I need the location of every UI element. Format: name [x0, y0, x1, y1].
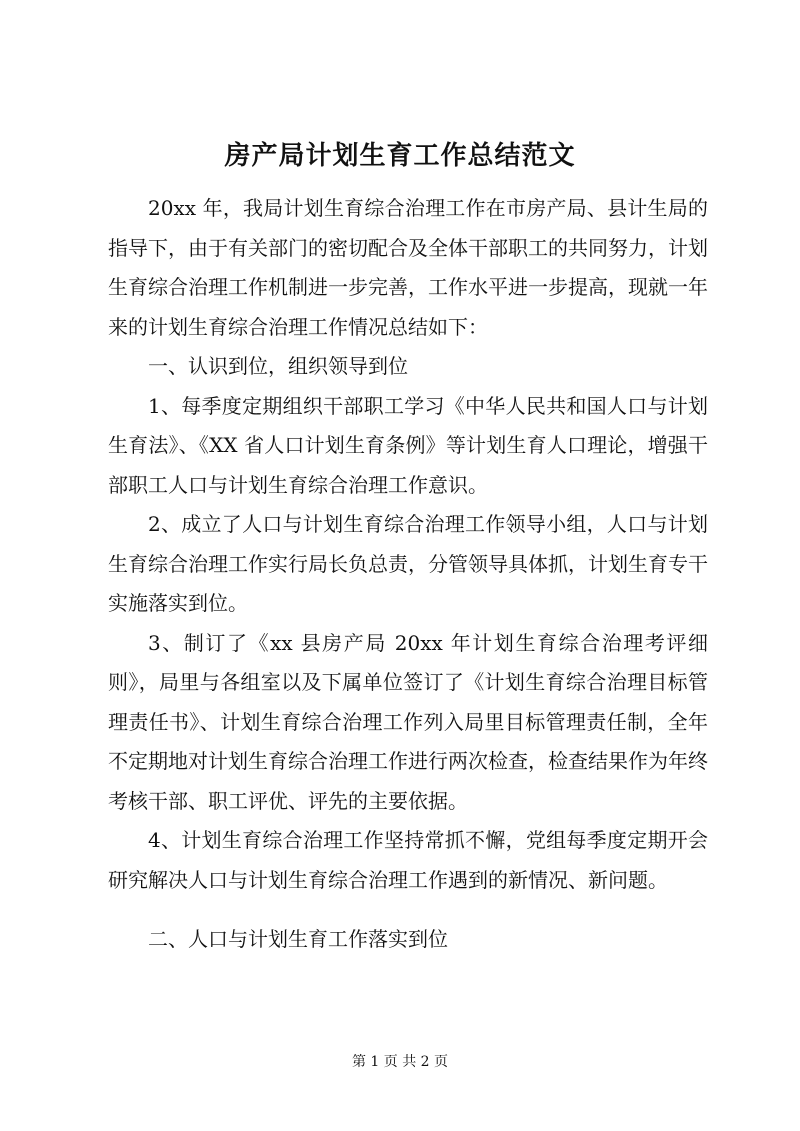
item-paragraph-2: 2、成立了人口与计划生育综合治理工作领导小组，人口与计划生育综合治理工作实行局长负总责，分管领导具体抓，计划生育专干实施落实到位。	[108, 512, 708, 615]
section-heading-1: 一、认识到位，组织领导到位	[148, 354, 408, 378]
item-paragraph-3: 3、制订了《xx 县房产局 20xx 年计划生育综合治理考评细则》，局里与各组室以及下属单位签订了《计划生育综合治理目标管理责任书》、计划生育综合治理工作列入局里目标管理责任制，全年不定期地对计划生育综合治理工作进行两次检查，检查结果作为年终考核干部、职工评优、评先的主要依据。	[108, 630, 708, 813]
document-body	[108, 189, 708, 960]
page-footer: 第 1 页 共 2 页	[351, 1054, 449, 1070]
document-title: 房产局计划生育工作总结范文	[224, 141, 576, 171]
paragraph-gap	[108, 900, 708, 920]
section-heading-2: 二、人口与计划生育工作落实到位	[148, 927, 448, 951]
item-paragraph-1: 1、每季度定期组织干部职工学习《中华人民共和国人口与计划生育法》、《XX 省人口计划生育条例》等计划生育人口理论，增强干部职工人口与计划生育综合治理工作意识。	[108, 393, 708, 497]
item-paragraph-4: 4、计划生育综合治理工作坚持常抓不懈，党组每季度定期开会研究解决人口与计划生育综合治理工作遇到的新情况、新问题。	[108, 828, 708, 892]
intro-paragraph: 20xx 年，我局计划生育综合治理工作在市房产局、县计生局的指导下，由于有关部门的密切配合及全体干部职工的共同努力，计划生育综合治理工作机制进一步完善，工作水平进一步提高，现就一年来的计划生育综合治理工作情况总结如下：	[108, 196, 708, 339]
